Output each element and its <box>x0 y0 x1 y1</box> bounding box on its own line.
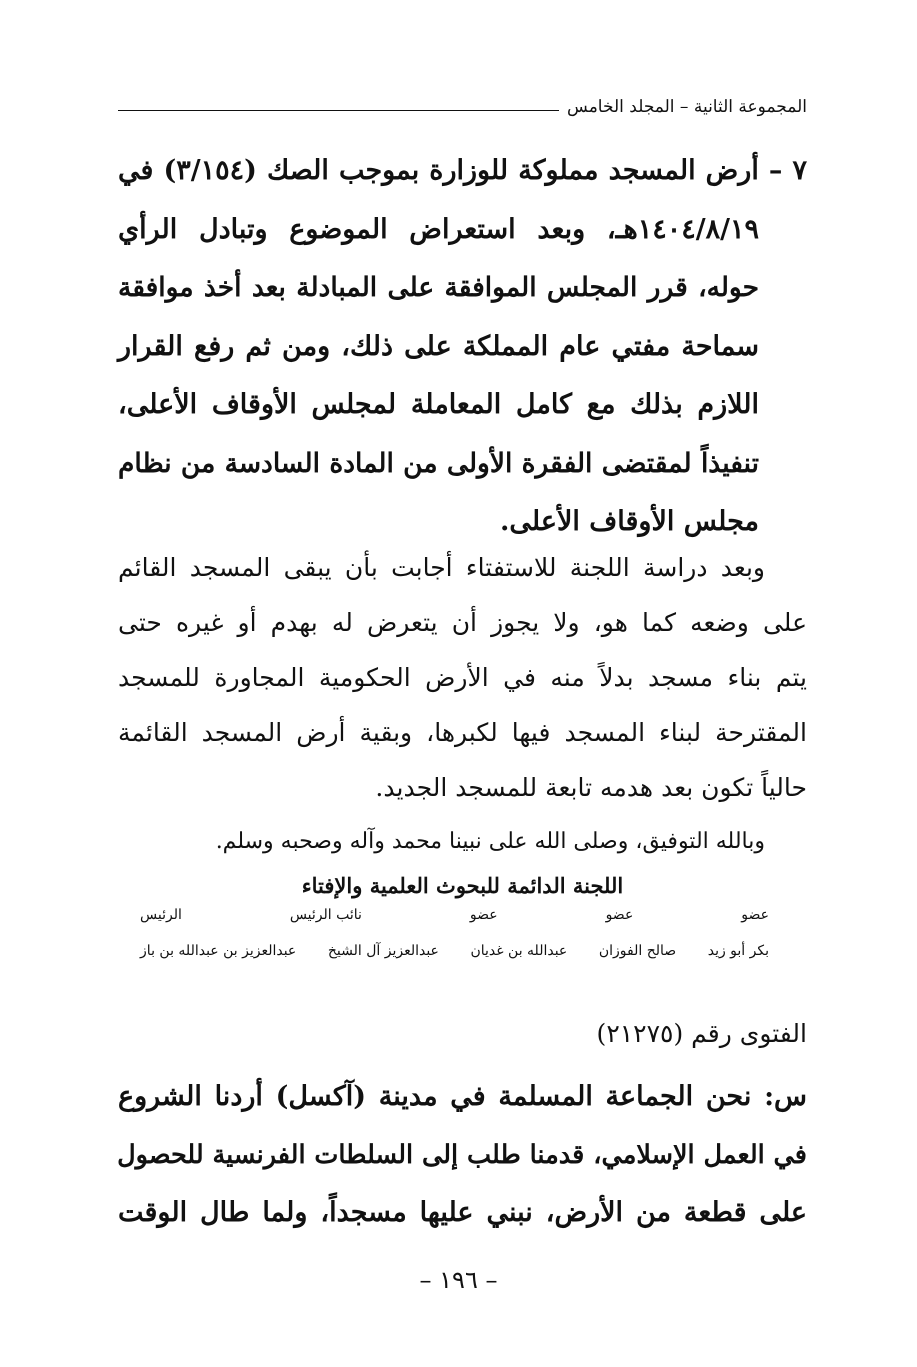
signatory-name: عبدالعزيز آل الشيخ <box>327 943 439 959</box>
text-line: ٧ – أرض المسجد مملوكة للوزارة بموجب الصك (٣/١٥٤) في <box>118 155 807 186</box>
committee-name: اللجنة الدائمة للبحوث العلمية والإفتاء <box>301 873 624 898</box>
closing-invocation: وبالله التوفيق، وصلى الله على نبينا محمد وآله وصحبه وسلم. <box>215 829 765 854</box>
header-title: المجموعة الثانية – المجلد الخامس <box>567 97 807 117</box>
text-line: على وضعه كما هو، ولا يجوز أن يتعرض له بهدم أو غيره حتى <box>118 608 807 637</box>
text-line: يتم بناء مسجد بدلاً منه في الأرض الحكومية المجاورة للمسجد <box>118 663 807 692</box>
text-line: ١٤٠٤/٨/١٩هـ، وبعد استعراض الموضوع وتبادل الرأي <box>118 213 759 245</box>
text-line: اللازم بذلك مع كامل المعاملة لمجلس الأوقاف الأعلى، <box>118 389 759 420</box>
signatory-role: عضو <box>469 907 498 923</box>
signatory-roles-row <box>140 907 769 923</box>
page-number: – ١٩٦ – <box>419 1266 498 1294</box>
text-line: في العمل الإسلامي، قدمنا طلب إلى السلطات الفرنسية للحصول <box>117 1140 807 1170</box>
text-line: س: نحن الجماعة المسلمة في مدينة (آكسل) أردنا الشروع <box>118 1081 807 1112</box>
fatwa-number-title: الفتوى رقم (٢١٢٧٥) <box>596 1019 807 1048</box>
text-line: المقترحة لبناء المسجد فيها لكبرها، وبقية أرض المسجد القائمة <box>118 718 807 747</box>
signatory-role: نائب الرئيس <box>289 907 362 923</box>
signatory-name: عبدالله بن غديان <box>470 943 568 959</box>
question-paragraph <box>118 1068 807 1242</box>
header-rule <box>118 110 559 111</box>
signatory-names-row <box>140 943 769 959</box>
text-line: على قطعة من الأرض، نبني عليها مسجداً، ولما طال الوقت <box>118 1197 807 1228</box>
running-header <box>118 94 807 120</box>
text-line: سماحة مفتي عام المملكة على ذلك، ومن ثم رفع القرار <box>118 330 759 362</box>
signatory-role: عضو <box>605 907 634 923</box>
signatory-name: عبدالعزيز بن عبدالله بن باز <box>140 943 297 959</box>
signatory-role: عضو <box>741 907 769 923</box>
item-7-paragraph <box>118 142 807 552</box>
signatory-name: صالح الفوزان <box>598 943 677 959</box>
text-line: تنفيذاً لمقتضى الفقرة الأولى من المادة السادسة من نظام <box>118 447 759 479</box>
text-line: مجلس الأوقاف الأعلى. <box>500 506 759 537</box>
text-line: حوله، قرر المجلس الموافقة على المبادلة بعد أخذ موافقة <box>118 272 759 303</box>
signatory-role: الرئيس <box>140 907 182 923</box>
text-line: حالياً تكون بعد هدمه تابعة للمسجد الجديد. <box>375 773 807 802</box>
committee-reply-paragraph <box>118 540 807 815</box>
signatory-name: بكر أبو زيد <box>707 943 769 959</box>
text-line: وبعد دراسة اللجنة للاستفتاء أجابت بأن يبقى المسجد القائم <box>118 553 765 582</box>
